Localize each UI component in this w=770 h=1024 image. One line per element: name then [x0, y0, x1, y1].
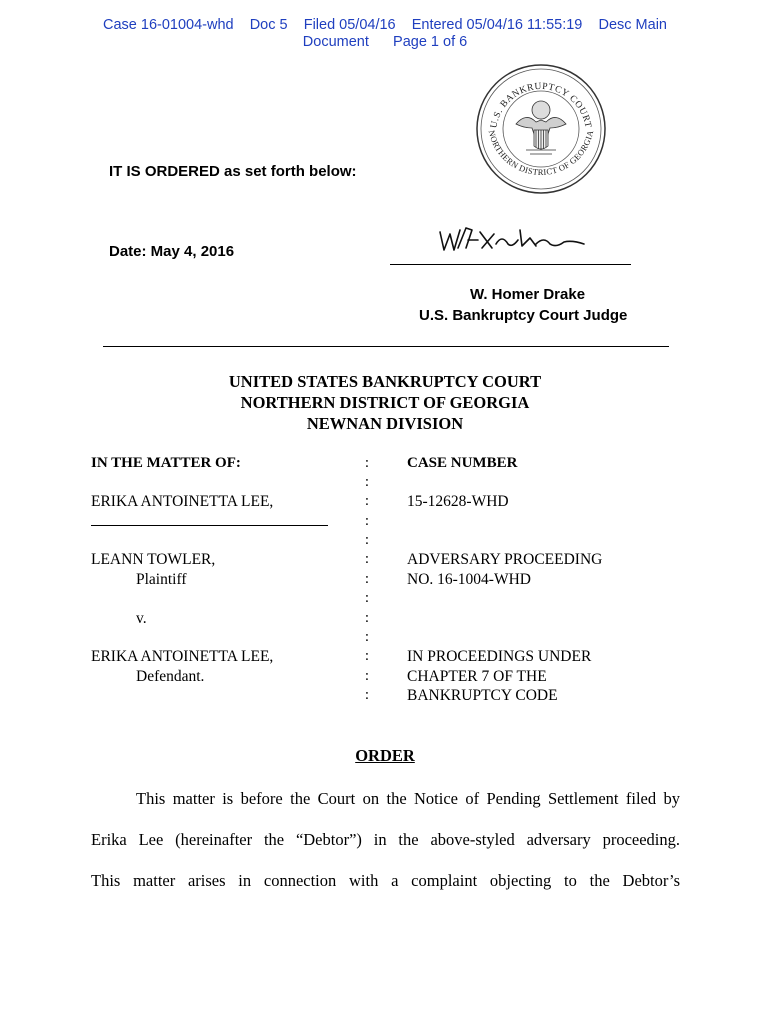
- filing-header-line-1: Case 16-01004-whd Doc 5 Filed 05/04/16 Entered 05/04/16 11:55:19 Desc Main: [103, 17, 667, 33]
- caption-adversary-line-1: ADVERSARY PROCEEDING: [407, 551, 603, 568]
- caption-versus: v.: [136, 610, 147, 627]
- caption-colon: :: [364, 532, 370, 548]
- court-name-line-2: NORTHERN DISTRICT OF GEORGIA: [240, 393, 530, 412]
- caption-plaintiff-role: Plaintiff: [136, 571, 187, 588]
- caption-colon: :: [364, 668, 370, 684]
- order-intro: IT IS ORDERED as set forth below:: [109, 163, 357, 180]
- caption-defendant-name: ERIKA ANTOINETTA LEE,: [91, 648, 274, 665]
- caption-adversary-line-2: NO. 16-1004-WHD: [407, 571, 531, 588]
- signature-line: [390, 264, 631, 265]
- filing-header-line-2: Document Page 1 of 6: [302, 34, 468, 50]
- caption-colon: :: [364, 513, 370, 529]
- caption-colon: :: [364, 610, 370, 626]
- caption-colon: :: [364, 455, 370, 471]
- caption-colon: :: [364, 551, 370, 567]
- caption-colon: :: [364, 629, 370, 645]
- caption-proceedings-line-3: BANKRUPTCY CODE: [407, 687, 558, 704]
- judge-title: U.S. Bankruptcy Court Judge: [419, 307, 628, 324]
- caption-colon: :: [364, 474, 370, 490]
- court-name-line-3: NEWNAN DIVISION: [306, 414, 464, 433]
- body-line-3: This matter arises in connection with a complaint objecting to the Debtor’s: [91, 871, 680, 890]
- body-line-2: Erika Lee (hereinafter the “Debtor”) in the above-styled adversary proceeding.: [91, 830, 680, 849]
- caption-proceedings-line-1: IN PROCEEDINGS UNDER: [407, 648, 592, 665]
- eagle-emblem-icon: [516, 101, 566, 154]
- caption-colon: :: [364, 571, 370, 587]
- caption-case-number: 15-12628-WHD: [407, 493, 509, 510]
- judge-signature: [432, 218, 592, 262]
- body-line-1: This matter is before the Court on the Notice of Pending Settlement filed by: [136, 789, 680, 808]
- caption-colon: :: [364, 590, 370, 606]
- judge-name: W. Homer Drake: [470, 286, 586, 303]
- seal-top-text: U.S. BANKRUPTCY COURT: [489, 81, 593, 130]
- header-separator: [103, 346, 669, 347]
- order-date: Date: May 4, 2016: [109, 243, 235, 260]
- caption-proceedings-line-2: CHAPTER 7 OF THE: [407, 668, 547, 685]
- caption-colon: :: [364, 687, 370, 703]
- caption-defendant-role: Defendant.: [136, 668, 205, 685]
- caption-colon: :: [364, 493, 370, 509]
- caption-in-the-matter: IN THE MATTER OF:: [91, 455, 241, 471]
- court-name-line-1: UNITED STATES BANKRUPTCY COURT: [228, 372, 542, 391]
- caption-debtor-rule: [91, 525, 328, 526]
- court-seal: [474, 62, 608, 196]
- caption-case-number-label: CASE NUMBER: [407, 455, 518, 471]
- caption-plaintiff-name: LEANN TOWLER,: [91, 551, 216, 568]
- seal-bottom-text: NORTHERN DISTRICT OF GEORGIA: [486, 129, 596, 178]
- caption-colon: :: [364, 648, 370, 664]
- caption-debtor: ERIKA ANTOINETTA LEE,: [91, 493, 274, 510]
- order-title: ORDER: [355, 746, 415, 765]
